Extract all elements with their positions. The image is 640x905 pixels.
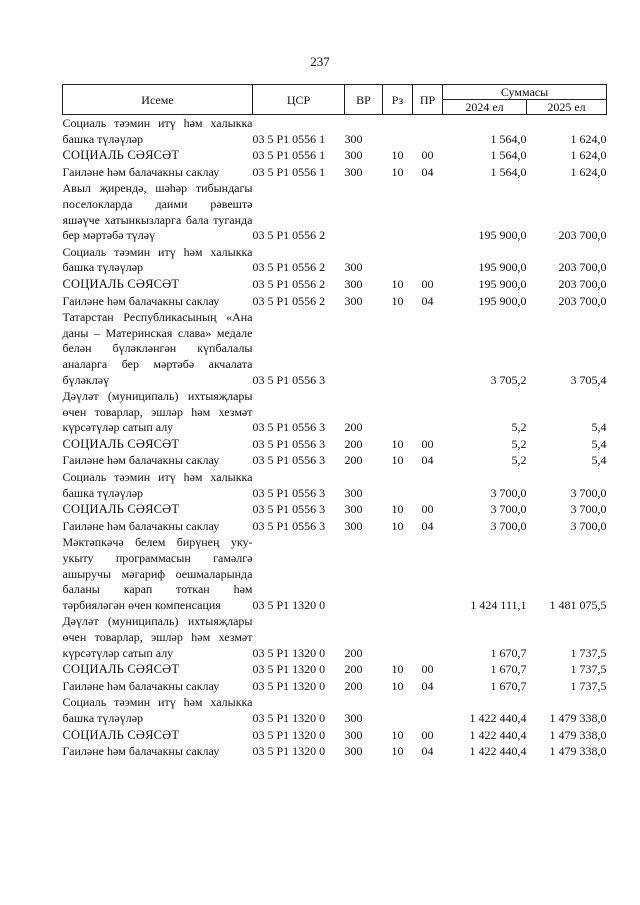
row-csr: 03 5 Р1 0556 2 (252, 276, 326, 291)
row-amount-2024: 3 700,0 (490, 485, 527, 500)
row-name: Мәктәпкәчә белем бирүнең уку-укыту программасын гамәлгә ашыручы мәгариф оешмаларында баланы карап тоткан һәм тәрбияләгән өчен компенсация (62, 535, 253, 612)
table-row (63, 613, 607, 661)
row-amount-2024: 1 670,7 (490, 662, 527, 677)
row-rz (383, 244, 413, 276)
row-amount-2024: 195 900,0 (478, 228, 527, 243)
header-year-2024: 2024 ел (443, 100, 527, 115)
row-amount-2025: 1 479 338,0 (549, 744, 607, 759)
row-vr: 200 (344, 436, 363, 451)
row-name: Гаиләне һәм балачакны саклау (62, 453, 220, 468)
row-csr: 03 5 Р1 1320 0 (252, 662, 326, 677)
table-row (63, 309, 607, 388)
table-row (63, 388, 607, 436)
row-amount-2024: 1 422 440,4 (469, 710, 527, 725)
row-vr: 300 (344, 744, 363, 759)
row-rz: 10 (391, 678, 404, 693)
table-row (63, 661, 607, 678)
row-amount-2024: 1 670,7 (490, 678, 527, 693)
row-pr (413, 469, 443, 501)
row-rz: 10 (391, 518, 404, 533)
row-rz (383, 115, 413, 148)
row-amount-2025: 203 700,0 (558, 293, 607, 308)
row-csr: 03 5 Р1 1320 0 (252, 597, 326, 612)
row-csr: 03 5 Р1 0556 3 (252, 518, 326, 533)
row-vr (345, 309, 383, 388)
row-rz (383, 469, 413, 501)
row-pr (413, 388, 443, 436)
row-amount-2025: 1 737,5 (570, 662, 607, 677)
row-pr: 00 (421, 662, 434, 677)
row-csr: 03 5 Р1 1320 0 (252, 727, 326, 742)
row-amount-2024: 195 900,0 (478, 276, 527, 291)
row-name: Социаль тәэмин итү һәм халыкка башка түләүләр (62, 244, 253, 275)
row-pr (413, 534, 443, 613)
header-year-2025: 2025 ел (527, 100, 607, 115)
row-pr (413, 180, 443, 243)
row-vr: 300 (344, 502, 363, 517)
row-pr: 00 (421, 727, 434, 742)
table-row (63, 147, 607, 164)
row-amount-2024: 195 900,0 (478, 293, 527, 308)
row-csr: 03 5 Р1 0556 1 (252, 164, 326, 179)
row-csr: 03 5 Р1 0556 1 (252, 131, 326, 146)
row-vr: 300 (344, 148, 363, 163)
row-name: СОЦИАЛЬ СӘЯСӘТ (62, 727, 180, 742)
header-pr: ПР (413, 85, 443, 115)
table-row (63, 694, 607, 726)
row-pr: 04 (421, 453, 434, 468)
row-amount-2024: 1 564,0 (490, 148, 527, 163)
row-name: Гаиләне һәм балачакны саклау (62, 744, 220, 759)
table-row (63, 518, 607, 535)
table-row (63, 293, 607, 310)
row-amount-2025: 1 624,0 (570, 164, 607, 179)
row-name: Социаль тәэмин итү һәм халыкка башка түләүләр (62, 695, 253, 725)
row-vr: 200 (344, 662, 363, 677)
row-rz (383, 388, 413, 436)
budget-table (62, 84, 607, 760)
row-amount-2025: 3 700,0 (570, 485, 607, 500)
row-pr: 04 (421, 518, 434, 533)
row-amount-2024: 5,2 (511, 436, 527, 451)
row-rz: 10 (391, 744, 404, 759)
row-vr: 300 (344, 164, 363, 179)
row-amount-2024: 3 700,0 (490, 502, 527, 517)
row-pr: 04 (421, 164, 434, 179)
row-rz: 10 (391, 148, 404, 163)
table-row (63, 276, 607, 293)
table-row (63, 501, 607, 518)
row-amount-2025: 3 705,4 (570, 372, 607, 387)
row-vr: 200 (344, 645, 363, 660)
row-rz (383, 180, 413, 243)
row-csr: 03 5 Р1 0556 3 (252, 453, 326, 468)
row-amount-2025: 5,4 (591, 420, 607, 435)
row-pr: 00 (421, 436, 434, 451)
row-amount-2025: 203 700,0 (558, 228, 607, 243)
row-amount-2024: 5,2 (511, 453, 527, 468)
header-sums: Суммасы (443, 85, 607, 100)
row-rz (383, 694, 413, 726)
row-rz: 10 (391, 436, 404, 451)
row-vr: 200 (344, 453, 363, 468)
table-row (63, 180, 607, 243)
row-pr: 04 (421, 678, 434, 693)
row-amount-2024: 5,2 (511, 420, 527, 435)
table-row (63, 164, 607, 181)
row-csr: 03 5 Р1 0556 3 (252, 420, 326, 435)
row-csr: 03 5 Р1 0556 3 (252, 436, 326, 451)
row-amount-2025: 1 737,5 (570, 645, 607, 660)
row-name: СОЦИАЛЬ СӘЯСӘТ (62, 662, 180, 677)
row-amount-2025: 1 479 338,0 (549, 710, 607, 725)
row-amount-2025: 3 700,0 (570, 502, 607, 517)
row-amount-2024: 1 422 440,4 (469, 727, 527, 742)
row-vr: 300 (344, 131, 363, 146)
row-rz: 10 (391, 727, 404, 742)
table-row (63, 727, 607, 744)
table-row (63, 115, 607, 148)
row-csr: 03 5 Р1 1320 0 (252, 645, 326, 660)
row-rz: 10 (391, 662, 404, 677)
row-name: Дәүләт (муниципаль) ихтыяҗлары өчен товарлар, эшләр һәм хезмәт күрсәтүләр сатып алу (62, 614, 253, 660)
row-csr: 03 5 Р1 0556 2 (252, 293, 326, 308)
row-name: Гаиләне һәм балачакны саклау (62, 293, 220, 308)
row-pr: 00 (421, 502, 434, 517)
row-vr: 300 (344, 485, 363, 500)
row-pr (413, 244, 443, 276)
row-name: Авыл җирендә, шәһәр тибындагы поселокларда даими рәвештә яшәүче хатынкызларга бала туганда бер мәртәбә түләү (62, 181, 253, 243)
row-csr: 03 5 Р1 0556 2 (252, 260, 326, 275)
table-row (63, 469, 607, 501)
row-csr: 03 5 Р1 0556 3 (252, 485, 326, 500)
page-number: 237 (310, 54, 330, 69)
row-name: СОЦИАЛЬ СӘЯСӘТ (62, 436, 180, 451)
row-amount-2025: 1 737,5 (570, 678, 607, 693)
row-vr (345, 534, 383, 613)
table-row (63, 436, 607, 453)
row-pr (413, 613, 443, 661)
row-csr: 03 5 Р1 1320 0 (252, 710, 326, 725)
row-amount-2024: 1 424 111,1 (470, 597, 527, 612)
table-row (63, 244, 607, 276)
row-amount-2024: 1 564,0 (490, 131, 527, 146)
row-vr: 300 (344, 260, 363, 275)
row-amount-2024: 3 705,2 (490, 372, 527, 387)
row-vr: 300 (344, 518, 363, 533)
row-rz: 10 (391, 502, 404, 517)
row-rz: 10 (391, 293, 404, 308)
row-vr: 300 (344, 276, 363, 291)
row-amount-2025: 203 700,0 (558, 260, 607, 275)
row-pr (413, 309, 443, 388)
row-rz (383, 534, 413, 613)
row-amount-2025: 5,4 (591, 453, 607, 468)
row-amount-2024: 1 670,7 (490, 645, 527, 660)
row-rz: 10 (391, 164, 404, 179)
row-name: Дәүләт (муниципаль) ихтыяҗлары өчен товарлар, эшләр һәм хезмәт күрсәтүләр сатып алу (62, 389, 253, 435)
row-amount-2025: 1 624,0 (570, 131, 607, 146)
row-pr: 00 (421, 276, 434, 291)
table-row (63, 534, 607, 613)
table-row (63, 452, 607, 469)
row-amount-2025: 3 700,0 (570, 518, 607, 533)
row-pr: 00 (421, 148, 434, 163)
header-csr: ЦСР (253, 85, 345, 115)
row-amount-2024: 3 700,0 (490, 518, 527, 533)
row-csr: 03 5 Р1 1320 0 (252, 678, 326, 693)
row-name: Гаиләне һәм балачакны саклау (62, 518, 220, 533)
row-csr: 03 5 Р1 1320 0 (252, 744, 326, 759)
row-name: СОЦИАЛЬ СӘЯСӘТ (62, 148, 180, 163)
table-body (63, 115, 607, 760)
row-amount-2025: 5,4 (591, 436, 607, 451)
row-name: СОЦИАЛЬ СӘЯСӘТ (62, 276, 180, 291)
row-csr: 03 5 Р1 0556 1 (252, 148, 326, 163)
row-vr (345, 180, 383, 243)
row-pr (413, 694, 443, 726)
row-csr: 03 5 Р1 0556 3 (252, 372, 326, 387)
row-amount-2025: 1 479 338,0 (549, 727, 607, 742)
row-amount-2025: 1 481 075,5 (549, 597, 607, 612)
row-name: СОЦИАЛЬ СӘЯСӘТ (62, 502, 180, 517)
row-name: Социаль тәэмин итү һәм халыкка башка түләүләр (62, 470, 253, 500)
row-csr: 03 5 Р1 0556 2 (252, 228, 326, 243)
row-rz (383, 309, 413, 388)
table-row (63, 678, 607, 695)
row-amount-2024: 1 564,0 (490, 164, 527, 179)
row-vr: 200 (344, 420, 363, 435)
row-name: Татарстан Республикасының «Ана даны – Материнская слава» медале белән бүләкләнгән күпбалалы аналарга бер мәртәбә акчалата бүләкләү (62, 310, 253, 387)
row-amount-2024: 195 900,0 (478, 260, 527, 275)
header-vr: ВР (345, 85, 383, 115)
row-vr: 300 (344, 293, 363, 308)
row-csr: 03 5 Р1 0556 3 (252, 502, 326, 517)
header-name: Исеме (63, 85, 253, 115)
row-name: Гаиләне һәм балачакны саклау (62, 678, 220, 693)
row-amount-2025: 1 624,0 (570, 148, 607, 163)
row-name: Гаиләне һәм балачакны саклау (62, 164, 220, 179)
row-rz: 10 (391, 453, 404, 468)
row-name: Социаль тәэмин итү һәм халыкка башка түләүләр (62, 116, 253, 146)
row-pr: 04 (421, 293, 434, 308)
row-rz: 10 (391, 276, 404, 291)
row-vr: 300 (344, 727, 363, 742)
row-amount-2024: 1 422 440,4 (469, 744, 527, 759)
row-vr: 300 (344, 710, 363, 725)
row-amount-2025: 203 700,0 (558, 276, 607, 291)
table-row (63, 743, 607, 760)
header-rz: Рз (383, 85, 413, 115)
row-vr: 200 (344, 678, 363, 693)
row-rz (383, 613, 413, 661)
row-pr: 04 (421, 744, 434, 759)
row-pr (413, 115, 443, 148)
table-header (63, 85, 607, 115)
